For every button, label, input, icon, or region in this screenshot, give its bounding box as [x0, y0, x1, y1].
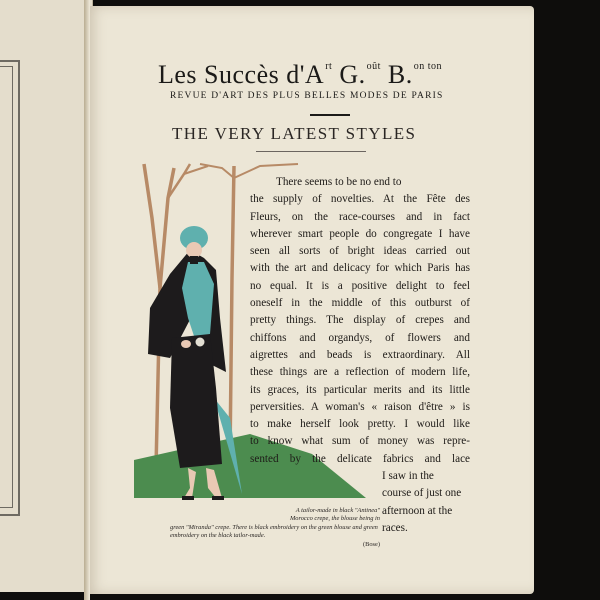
article-line: There seems to be no end to — [276, 176, 402, 188]
article-line: aigrettes and beads is extraordinary. All — [250, 348, 470, 361]
article-headline: THE VERY LATEST STYLES — [172, 124, 417, 143]
masthead-subtitle: REVUE D'ART DES PLUS BELLES MODES DE PARIS — [170, 91, 444, 101]
masthead — [158, 60, 468, 101]
tree-trunk-right — [230, 166, 234, 458]
article-line: the supply of novelties. At the Fête des — [250, 193, 470, 206]
headline-rule — [256, 151, 366, 152]
article-line: oneself in the middle of this outburst of — [250, 297, 470, 310]
article-line: to make herself look pretty. I would like — [250, 418, 470, 431]
title-b: B. — [380, 60, 413, 89]
masthead-rule — [310, 114, 350, 116]
neck-scarf — [190, 256, 198, 264]
caption-line-1: A tailor-made in black "Antinea" — [295, 507, 380, 514]
article-line: I saw in the — [382, 470, 434, 483]
article-line: to know what sum of money was repre- — [250, 435, 470, 448]
article-line: with the art and delicacy for which Paris has — [250, 262, 470, 275]
article-line: pretty things. The display of crepes and — [250, 314, 470, 327]
left-page-border-frame — [0, 60, 20, 516]
hand — [181, 340, 191, 348]
article-line: these things are a reflection of modern life, — [250, 366, 470, 379]
article-line: Fleurs, on the race-courses and in fact — [250, 210, 470, 223]
article-line: no equal. It is a positive delight to feel — [250, 279, 470, 292]
article-line: its graces, its particular merits and its little — [250, 383, 470, 396]
caption-credit: (Bose) — [362, 540, 380, 548]
face — [186, 242, 202, 258]
article-line: races. — [382, 521, 408, 534]
article-line: course of just one — [382, 487, 462, 500]
shoe-left — [182, 496, 194, 500]
article-body — [250, 174, 470, 537]
title-sup-art: rt — [325, 61, 333, 72]
title-g: G. — [332, 60, 366, 89]
caption-line-3: green "Miranda" crepe. There is black embroidery on the green blouse and green embroidery on the black tailor-made. — [170, 523, 378, 540]
title-sup-gout: oût — [366, 61, 381, 72]
article-line: perversities. A woman's « raison d'être » is — [250, 400, 470, 413]
illustration-caption — [170, 507, 380, 549]
tree-branch-left — [144, 164, 160, 288]
flower-brooch — [195, 337, 205, 347]
masthead-title — [158, 60, 468, 90]
left-page — [0, 0, 93, 592]
article-line: sented by the delicate fabrics and lace — [250, 452, 470, 465]
article-line: chiffons and organdys, of flowers and — [250, 331, 470, 344]
caption-line-2: Morocco crepe, the blouse being in — [289, 515, 380, 523]
shoe-right — [212, 496, 224, 500]
article-line: seen all sorts of bright ideas carried out — [250, 245, 470, 258]
title-sup-bonton: on ton — [413, 61, 442, 72]
left-page-inner-frame — [0, 66, 13, 508]
green-blouse — [182, 262, 214, 342]
page-gutter — [84, 0, 90, 600]
title-main: Les Succès d'A — [158, 60, 325, 89]
article-line: afternoon at the — [382, 504, 453, 517]
article-line: wherever smart people do congregate I have — [250, 227, 470, 240]
